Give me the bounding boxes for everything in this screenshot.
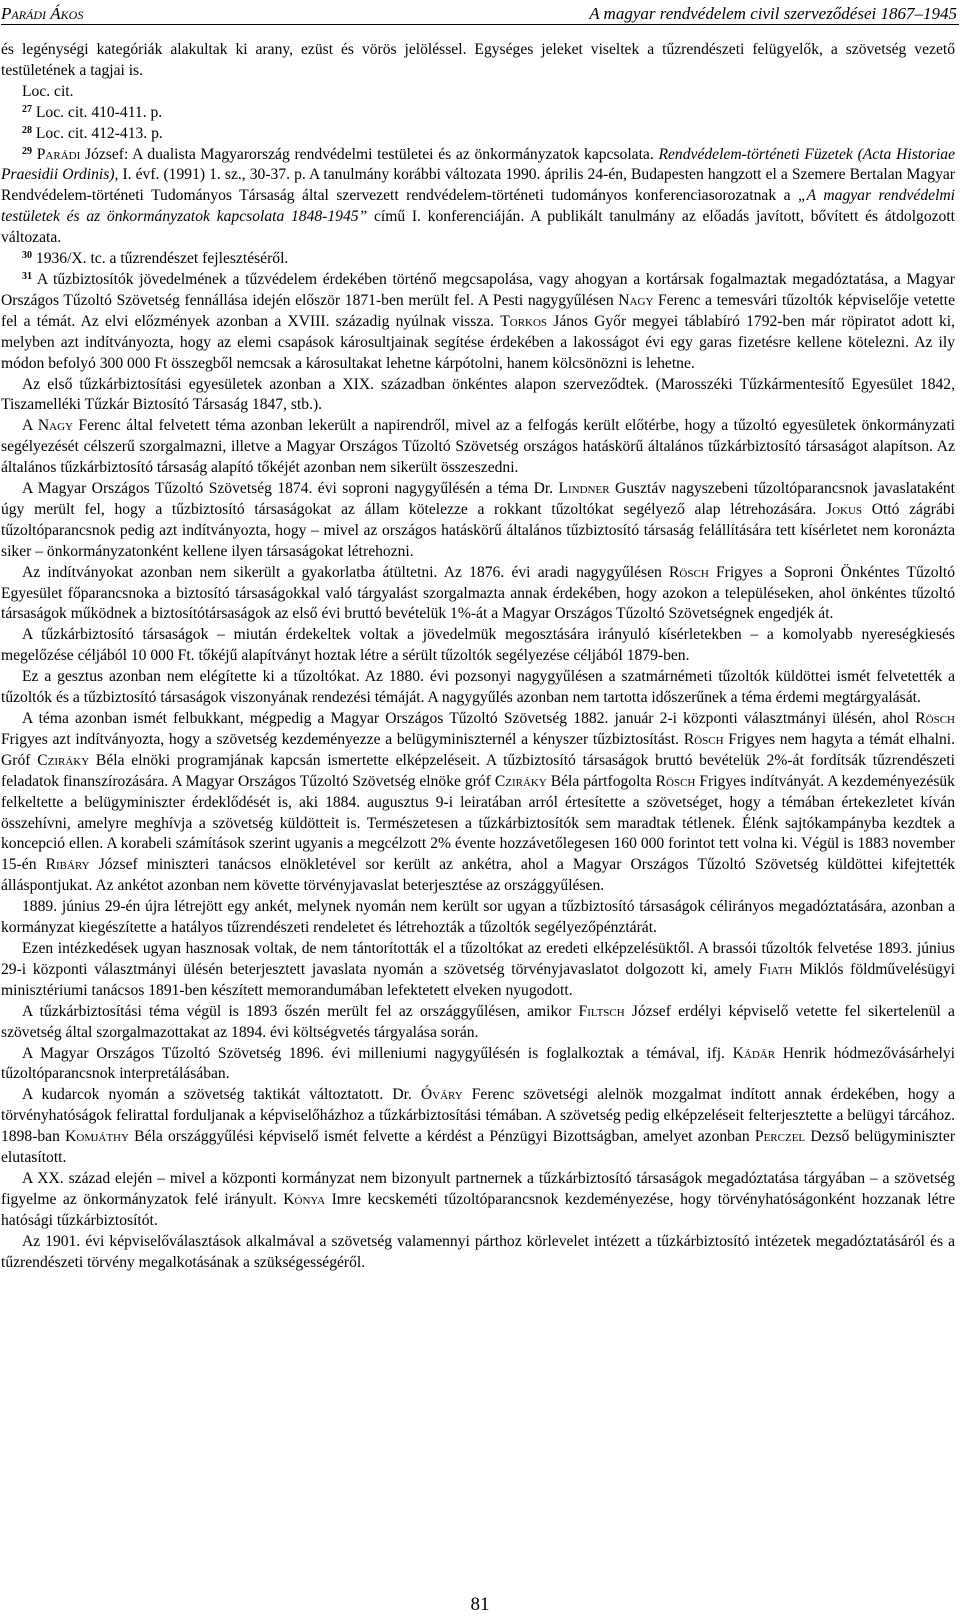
text-run: Ezen intézkedések ugyan hasznosak voltak, de nem tántorították el a tűzoltókat az eredeti elképzelésüktől. A brassói tűzoltók felvetése 1893. június 29-i központi választmányi ülésén beterjesztett javaslata nyomán a szövetség törvényjavaslatot dolgozott ki, amely	[1, 939, 955, 978]
person-name: Kádár	[732, 1044, 776, 1062]
text-run: Az indítványokat azonban nem sikerült a gyakorlatba átültetni. Az 1876. évi aradi nagygyűlésen	[22, 563, 670, 581]
person-name: Filtsch	[578, 1002, 625, 1020]
paragraph: Ez a gesztus azonban nem elégítette ki a tűzoltókat. Az 1880. évi pozsonyi nagygyűlésen a szatmárnémeti tűzoltók küldöttei ismét felvetették a tűzoltók és a tűzbiztosító társaságok viszonyának rendezési témáját. A nagygyűlés azonban nem tartotta időszerűnek a téma érdemi megtárgyalását.	[1, 668, 955, 707]
text-run: Béla országgyűlési képviselő ismét felvette a kérdést a Pénzügyi Bizottságban, amelyet azonban	[128, 1128, 755, 1146]
footnote-27	[1, 103, 955, 124]
text-run: Dezső belügyminiszter elutasított.	[1, 1128, 956, 1167]
author-name: Parádi	[36, 145, 81, 163]
paragraph: Az 1901. évi képviselőválasztások alkalmával a szövetség valamennyi párthoz körlevelet intézett a tűzkárbiztosító intézetek megadóztatásáról és a tűzrendészeti törvény megalkotásának a szükségességéről.	[1, 1232, 955, 1271]
paragraph: 1889. június 29-én újra létrejött egy ankét, melynek nyomán nem került sor ugyan a tűzbiztosító társaságok célirányos megadóztatására, azonban a kormányzat kiegészítette a hatályos tűzrendészeti rendeletet és létrehozták a tűzoltók segélyezőpénztárát.	[1, 898, 955, 937]
paragraph	[1, 1169, 955, 1232]
paragraph	[1, 479, 955, 563]
person-name: Kónya	[283, 1190, 326, 1208]
footnote-29-text-c: című I. konferenciáján. A publikált tanulmány az előadás javított, bővített és átdolgozott változata.	[1, 208, 955, 247]
footnote-29	[1, 145, 955, 250]
paragraph	[1, 1044, 955, 1086]
text-run: A kudarcok nyomán a szövetség taktikát változtatott. Dr.	[22, 1086, 421, 1104]
conference-title: „A magyar rendvédelmi testületek és az önkormányzatok kapcsolata 1848-1945”	[1, 187, 955, 226]
footnote-28-text: Loc. cit. 412-413. p.	[32, 124, 163, 142]
text-run: A Magyar Országos Tűzoltó Szövetség 1896. évi milleniumi nagygyűlésén is foglalkoztak a témával, ifj.	[22, 1044, 733, 1062]
text-run: Imre kecskeméti tűzoltóparancsnok kezdeményezése, hogy törvényhatóságonként hozzanak létre hatósági tűzkárbiztosítót.	[1, 1190, 955, 1229]
person-name: Nagy	[618, 291, 654, 309]
person-name: Cziráky	[37, 751, 90, 769]
footnote-30	[1, 249, 955, 270]
paragraph	[1, 416, 955, 479]
text-run: Ferenc által felvetett téma azonban lekerült a napirendről, mivel az a felfogás került előtérbe, hogy a tűzoltó egyesületek önkormányzati segélyezését célszerű szorgalmazni, illetve a Magyar Országos Tűzoltó Szövetség országos hatáskörű általános tűzkárbiztosító társaságot alapítson. Az általános tűzkárbiztosító társaság alapító tőkéjét azonban nem sikerült összeszedni.	[1, 417, 955, 477]
paragraph	[1, 563, 955, 626]
paragraph	[1, 1002, 955, 1044]
text-run: A téma azonban ismét felbukkant, mégpedig a Magyar Országos Tűzoltó Szövetség 1882. január 2-i központi választmányi ülésén, ahol	[22, 710, 916, 727]
footnote-30-number: 30	[22, 250, 32, 262]
text-run: Frigyes a Soproni Önkéntes Tűzoltó Egyesület főparancsnoka a biztosító társaságokkal való tárgyalást szorgalmazta annak érdekében, hogy azokon a településeken, ahol önkéntes tűzoltó társaságok működnek a biztosítótársaságok az első évi bruttó bevételük 1%-át a Magyar Országos Tűzoltó Szövetségnek engedjék át.	[1, 563, 955, 623]
text-run: József miniszteri tanácsos elnökletével sor került az ankétra, ahol a Magyar Országos Tűzoltó Szövetség küldöttei kifejtették álláspontjukat. Az ankétot azonban nem követte törvényjavaslat beterjesztése az országgyűlésen.	[1, 856, 955, 895]
person-name: Rösch	[915, 710, 955, 727]
footnote-27-number: 27	[22, 103, 32, 115]
footnote-31-text-b: Ferenc a temesvári tűzoltók képviselője vetette fel a témát. Az elvi előzmények azonban a XVIII. századig nyúlnak vissza.	[1, 291, 955, 330]
text-run: A tűzkárbiztosítási téma végül is 1893 őszén merült fel az országgyűlésen, amikor	[22, 1002, 579, 1020]
text-run: Béla pártfogolta	[546, 772, 656, 790]
footnote-text	[1, 40, 955, 1273]
running-header	[1, 2, 959, 25]
header-title: A magyar rendvédelem civil szerveződései 1867–1945	[589, 4, 957, 23]
text-run: Gusztáv nagyszebeni tűzoltóparancsnok javaslataként úgy merült fel, hogy a tűzbiztosító társaságokat az állam kötelezze a rokkant tűzoltókat segélyező alap létrehozására.	[1, 480, 955, 518]
footnote-29-text-a: József: A dualista Magyarország rendvédelmi testületei és az önkormányzatok kapcsolata.	[80, 145, 659, 163]
footnote-31-number: 31	[22, 270, 32, 282]
person-name: Perczel	[754, 1128, 806, 1146]
text-run: Béla elnöki programjának kapcsán ismertette elképzeléseit. A tűzbiztosító társaságok bruttó bevételük 2%-át fordítsák tűzrendészeti feladatok finanszírozására. A Magyar Országos Tűzoltó Szövetség elnöke gróf	[1, 751, 955, 790]
footnote-28-number: 28	[22, 124, 32, 136]
person-name: Torkos	[500, 312, 548, 330]
footnote-29-number: 29	[22, 145, 32, 157]
person-name: Cziráky	[494, 772, 547, 790]
page-number: 81	[470, 1594, 490, 1615]
journal-title: Rendvédelem-történeti Füzetek (Acta Historiae Praesidii Ordinis),	[1, 145, 956, 184]
person-name: Rösch	[655, 772, 696, 790]
footnote-31	[1, 270, 955, 375]
footnote-31-text-a: A tűzbiztosítók jövedelmének a tűzvédelem érdekében történő megcsapolása, vagy ahogyan a kortársak fogalmaztak megadóztatása, a Magyar Országos Tűzoltó Szövetség fennállása idején először 1871-ben merült fel. A Pesti nagygyűlésen	[1, 270, 955, 309]
footnote-30-text: 1936/X. tc. a tűzrendészet fejlesztéséről.	[32, 250, 289, 268]
text-run: Frigyes indítványát. A kezdeményezésük felkeltette a belügyminiszter érdeklődését is, aki 1884. augusztus 9-i leiratában arról értesítette a szövetséget, hogy a témában értekezletet kíván összehívni, amelyre meghívja a szövetség küldötteit is. Természetesen a tűzkárbiztosítók sem maradtak tétlenek. Élénk sajtókampányba kezdtek a koncepció ellen. A korabeli számítások szerint ugyanis a megcélzott 2% évente hozzávetőlegesen 160 000 forintot tett volna ki. Végül is 1883 november 15-én	[1, 772, 955, 874]
text-run: Ottó zágrábi tűzoltóparancsnok pedig azt indítványozta, hogy – mivel az országos hatáskörű általános tűzbiztosító társaság felállítására tett kísérletet nem koronázta siker – önkormányzatonként kellene ilyen társaságokat létrehozni.	[1, 500, 956, 560]
person-name: Lindner	[558, 480, 610, 498]
text-run: Frigyes azt indítványozta, hogy a szövetség kezdeményezze a belügyminiszternél a kényszer tűzbiztosítást.	[1, 730, 684, 748]
paragraph	[1, 709, 955, 897]
text-run: A XX. század elején – mivel a központi kormányzat nem bizonyult partnernek a tűzkárbiztosító társaságok megadóztatása tárgyában – a szövetség figyelme az önkormányzatok felé irányult.	[1, 1169, 955, 1208]
text-run: A	[22, 417, 38, 435]
text-run: Ferenc szövetségi alelnök mozgalmat indított annak érdekében, hogy a törvényhatóságok felirattal forduljanak a képviselőházhoz a tűzkárbiztosítási témában. A szövetség pedig elképzeléseit felterjesztette a belügyi tárcához. 1898-ban	[1, 1086, 955, 1146]
person-name: Óváry	[420, 1086, 463, 1104]
footnote-continuation: és legénységi kategóriák alakultak ki arany, ezüst és vörös jelöléssel. Egységes jeleket viseltek a tűzrendészeti felügyelők, a szövetség vezető testületének a tagjai is.	[1, 41, 955, 79]
person-name: Ribáry	[45, 856, 90, 874]
person-name: Rösch	[683, 730, 724, 748]
text-run: Henrik hódmezővásárhelyi tűzoltóparancsnok interpretálásában.	[1, 1044, 955, 1083]
footnote-29-text-b: I. évf. (1991) 1. sz., 30-37. p. A tanulmány korábbi változata 1990. április 24-én, Budapesten hangzott el a Szemere Bertalan Magyar Rendvédelem-történeti Tudományos Társaság által szervezett rendvédelem-történeti tudományos konferenciasorozatnak a	[1, 166, 955, 205]
header-author: Parádi Ákos	[1, 4, 84, 23]
person-name: Jokus	[826, 500, 863, 518]
person-name: Fiath	[758, 960, 793, 978]
person-name: Nagy	[37, 417, 73, 435]
text-run: A Magyar Országos Tűzoltó Szövetség 1874. évi soproni nagygyűlésén a téma Dr.	[22, 480, 559, 498]
text-run: Miklós földművelésügyi minisztériumi tanácsos 1891-ben készített memorandumában lefektetett elveken nyugodott.	[1, 960, 955, 999]
footnote-31-text-c: János Győr megyei táblabíró 1792-ben már röpiratot adott ki, melyben azt indítványozta, hogy az elemi csapások károsultjainak segítése érdekében a lakosságot évi egy garas fizetésre kellene kötelezni. Az ily módon befolyó 300 000 Ft összegből nemcsak a károsultakat lehetne kárpótolni, hanem kölcsönözni is lehetne.	[1, 312, 955, 372]
paragraph	[1, 1085, 955, 1169]
paragraph: A tűzkárbiztosító társaságok – miután érdekeltek voltak a jövedelmük megosztására irányuló kísérletekben – a komolyabb nyereségkiesés megelőzése céljából 10 000 Ft. tőkéjű alapítványt hoztak létre a sérült tűzoltók segélyezése céljából 1879-ben.	[1, 626, 955, 665]
person-name: Komjáthy	[65, 1128, 129, 1146]
footnote-26: Loc. cit.	[22, 82, 74, 100]
text-run: József erdélyi képviselő vetette fel sikertelenül a szövetség által szorgalmazottakat az 1894. évi költségvetés tárgyalása során.	[1, 1002, 955, 1041]
paragraph	[1, 939, 955, 1002]
footnote-28	[1, 124, 955, 145]
paragraph: Az első tűzkárbiztosítási egyesületek azonban a XIX. században önkéntes alapon szerveződtek. (Marosszéki Tűzkármentesítő Egyesület 1842, Tiszamelléki Tűzkár Biztosító Társaság 1847, stb.).	[1, 375, 955, 414]
person-name: Rösch	[669, 563, 709, 581]
footnote-27-text: Loc. cit. 410-411. p.	[32, 103, 163, 121]
text-run: Frigyes nem hagyta a témát elhalni. Gróf	[1, 730, 955, 769]
